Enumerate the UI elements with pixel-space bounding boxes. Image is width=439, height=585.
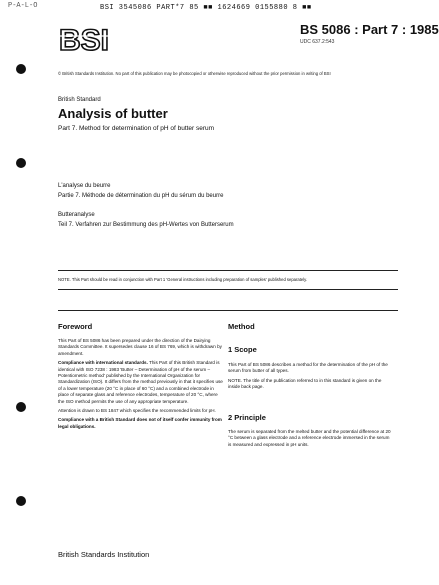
paragraph-lead: Compliance with a British Standard does not of itself confer immunity from legal obligations.: [58, 417, 222, 429]
punch-hole: [16, 64, 26, 74]
foreword-body: [58, 338, 223, 433]
page-title: Analysis of butter: [58, 106, 168, 121]
foreword-heading: Foreword: [58, 322, 93, 331]
paragraph-text: This Part of this British Standard is identical with ISO 7238 : 1983 'Butter – Determination of pH of the serum – Potentiometric method' published by the International Organization for Standardization (ISO). It differs from the method previously in that it specifies use of a lower temperature (20 °C in place of 60 °C) and a combined electrode in place of separate glass and reference electrodes, temperature of 20 °C, where the ISO method permits the use of any appropriate temperature.: [58, 360, 223, 404]
punch-hole: [16, 496, 26, 506]
document-number: BS 5086 : Part 7 : 1985: [300, 22, 439, 37]
scope-body: [228, 362, 393, 394]
scope-text: This Part of BS 5086 describes a method for the determination of the pH of the serum from butter of all types.: [228, 362, 388, 374]
scope-note: NOTE. The title of the publication referred to in this standard is given on the inside back page.: [228, 377, 382, 390]
german-subtitle: Teil 7. Verfahren zur Bestimmung des pH-Wertes von Butterserum: [58, 222, 234, 228]
bsi-logo: [60, 14, 108, 60]
principle-body: [228, 429, 393, 451]
foreword-paragraph: This Part of BS 5086 has been prepared under the direction of the Dairying Standards Committee. It supersedes clause 16 of BS 769, which is withdrawn by amendment.: [58, 338, 222, 356]
scan-header-line: BSI 3545086 PART*7 85 ■■ 1624669 0155880 8 ■■: [100, 4, 312, 12]
note-text: NOTE. This Part should be read in conjunction with Part 1 'General instructions including preparation of samples' published separately.: [58, 277, 308, 282]
foreword-paragraph: [58, 360, 223, 405]
scope-heading: 1 Scope: [228, 345, 257, 354]
foreword-paragraph: [58, 417, 223, 430]
udc-code: UDC 637.2:543: [300, 39, 335, 45]
scan-mark: P-A-L-O: [8, 2, 38, 10]
copyright-notice: © British Standards Institution. No part of this publication may be photocopied or otherwise reproduced without the prior permission in writing of BSI: [58, 71, 331, 76]
method-heading: Method: [228, 322, 255, 331]
foreword-paragraph: Attention is drawn to BS 1847 which specifies the recommended limits for pH.: [58, 408, 216, 414]
paragraph-lead: Compliance with international standards.: [58, 360, 148, 366]
principle-heading: 2 Principle: [228, 413, 266, 422]
page-subtitle: Part 7. Method for determination of pH of butter serum: [58, 125, 215, 132]
logo-text: BSI: [58, 24, 110, 57]
divider: [58, 310, 398, 311]
german-title: Butteranalyse: [58, 212, 95, 218]
divider: [58, 270, 398, 271]
punch-hole: [16, 402, 26, 412]
principle-text: The serum is separated from the melted butter and the potential difference at 20 °C between a glass electrode and a reference electrode immersed in the serum is measured and expressed in pH units.: [228, 429, 391, 447]
publisher-footer: British Standards Institution: [58, 550, 150, 559]
french-subtitle: Partie 7. Méthode de détermination du pH du sérum du beurre: [58, 193, 224, 199]
punch-hole: [16, 158, 26, 168]
french-title: L'analyse du beurre: [58, 183, 111, 189]
divider: [58, 289, 398, 290]
standard-label: British Standard: [58, 97, 101, 103]
